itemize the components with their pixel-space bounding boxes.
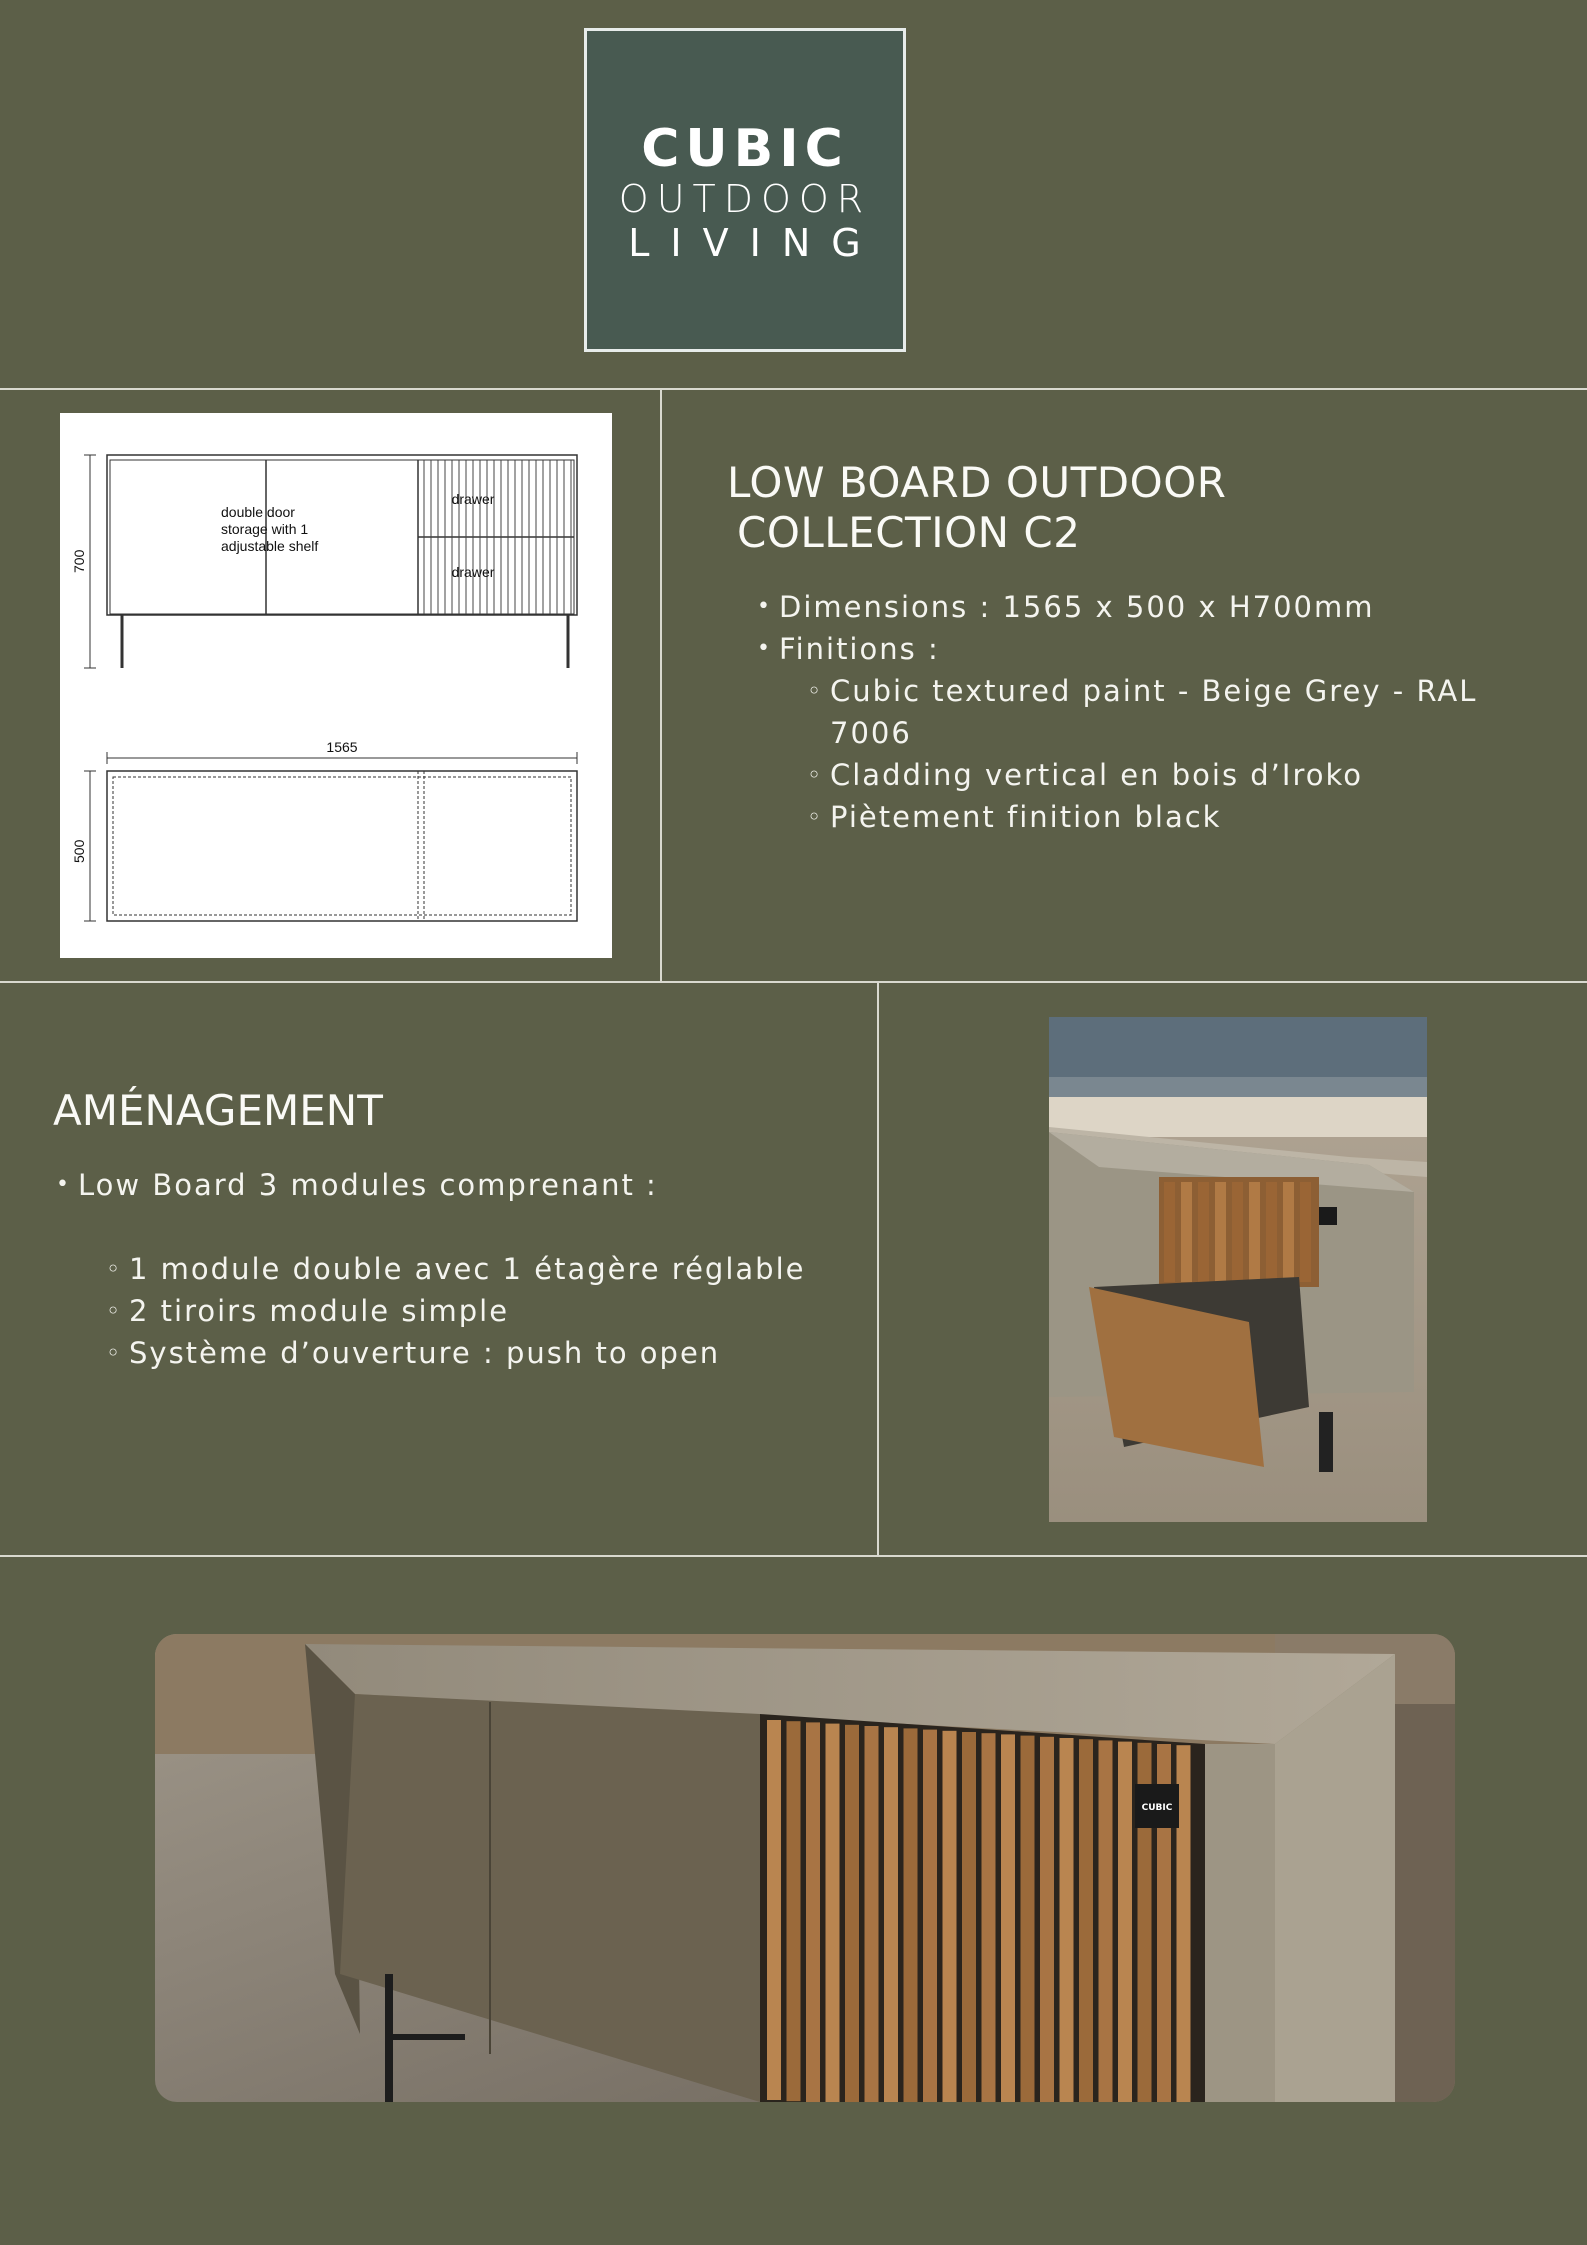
drawer-slat (1215, 1182, 1226, 1282)
label-storage-1: double door (221, 504, 295, 520)
amenagement-item-module: ◦ 1 module double avec 1 étagère réglable (26, 1248, 846, 1290)
finish-item-cladding: ◦ Cladding vertical en bois d’Iroko (727, 754, 1527, 796)
label-storage-3: adjustable shelf (221, 538, 319, 554)
drawer-slat (1181, 1182, 1192, 1282)
cabinet-slat (1099, 1740, 1113, 2102)
cabinet-slat (826, 1724, 840, 2102)
technical-drawing-svg (60, 413, 612, 958)
product-title (727, 458, 1427, 558)
drawer-slat (1283, 1182, 1294, 1282)
finish-item-legs: ◦ Piètement finition black (727, 796, 1527, 838)
photo-cabinet-svg (155, 1634, 1455, 2102)
photo-open-drawer-svg (1049, 1017, 1427, 1522)
divider-mid-vertical-2 (877, 981, 879, 1556)
product-spec-list (727, 586, 1527, 838)
drawer-slat (1266, 1182, 1277, 1282)
product-title-line-2: COLLECTION C2 (737, 508, 1081, 557)
cabinet-slat (787, 1721, 801, 2101)
label-storage-2: storage with 1 (221, 521, 309, 537)
logo-line-outdoor: OUTDOOR (618, 177, 872, 221)
spec-dimensions: • Dimensions : 1565 x 500 x H700mm (727, 586, 1527, 628)
product-title-line-1: LOW BOARD OUTDOOR (727, 458, 1227, 507)
amenagement-intro: • Low Board 3 modules comprenant : (26, 1164, 846, 1206)
brand-logo (584, 28, 906, 352)
cabinet-slat (1040, 1737, 1054, 2102)
cabinet-slat (1001, 1734, 1015, 2102)
amenagement-list (26, 1164, 846, 1374)
label-depth: 500 (71, 839, 87, 863)
label-width: 1565 (326, 739, 358, 755)
cabinet-slat (1118, 1742, 1132, 2102)
cabinet-slat (904, 1728, 918, 2102)
drawer-slat (1198, 1182, 1209, 1282)
cabinet-slat (943, 1731, 957, 2102)
divider-top (0, 388, 1587, 390)
divider-mid-vertical-1 (660, 388, 662, 981)
finish-item-paint: ◦ Cubic textured paint - Beige Grey - RAL 7006 (727, 670, 1527, 754)
drawer-slat (1249, 1182, 1260, 1282)
amenagement-item-drawers: ◦ 2 tiroirs module simple (26, 1290, 846, 1332)
cabinet-slat (1079, 1739, 1093, 2102)
cabinet-slat (767, 1720, 781, 2100)
label-height: 700 (71, 549, 87, 573)
divider-middle (0, 981, 1587, 983)
logo-line-living: LIVING (628, 221, 882, 265)
photo-open-drawer (1049, 1017, 1427, 1522)
cabinet-slat (982, 1733, 996, 2102)
logo-line-cubic: CUBIC (641, 119, 849, 179)
amenagement-title: AMÉNAGEMENT (53, 1086, 383, 1135)
drawer-slat (1300, 1182, 1311, 1282)
front-outline (107, 455, 577, 615)
cabinet-slat (1060, 1738, 1074, 2102)
drawer-slat (1232, 1182, 1243, 1282)
cabinet-slat (806, 1722, 820, 2102)
photo-cabinet-front (155, 1634, 1455, 2102)
list-spacer (26, 1206, 846, 1248)
badge-logo-text: CUBIC (1141, 1803, 1173, 1813)
cabinet-slat (962, 1732, 976, 2102)
spec-finitions: • Finitions : (727, 628, 1527, 670)
amenagement-item-opening: ◦ Système d’ouverture : push to open (26, 1332, 846, 1374)
cabinet-slat (1021, 1736, 1035, 2102)
cabinet-slat (884, 1727, 898, 2102)
label-drawer-top: drawer (451, 491, 495, 507)
technical-drawing (60, 413, 612, 958)
drawer-slat (1164, 1182, 1175, 1282)
cabinet-slat (865, 1726, 879, 2102)
label-drawer-bottom: drawer (451, 564, 495, 580)
cabinet-slat (845, 1725, 859, 2102)
divider-bottom (0, 1555, 1587, 1557)
cabinet-slat (923, 1730, 937, 2102)
